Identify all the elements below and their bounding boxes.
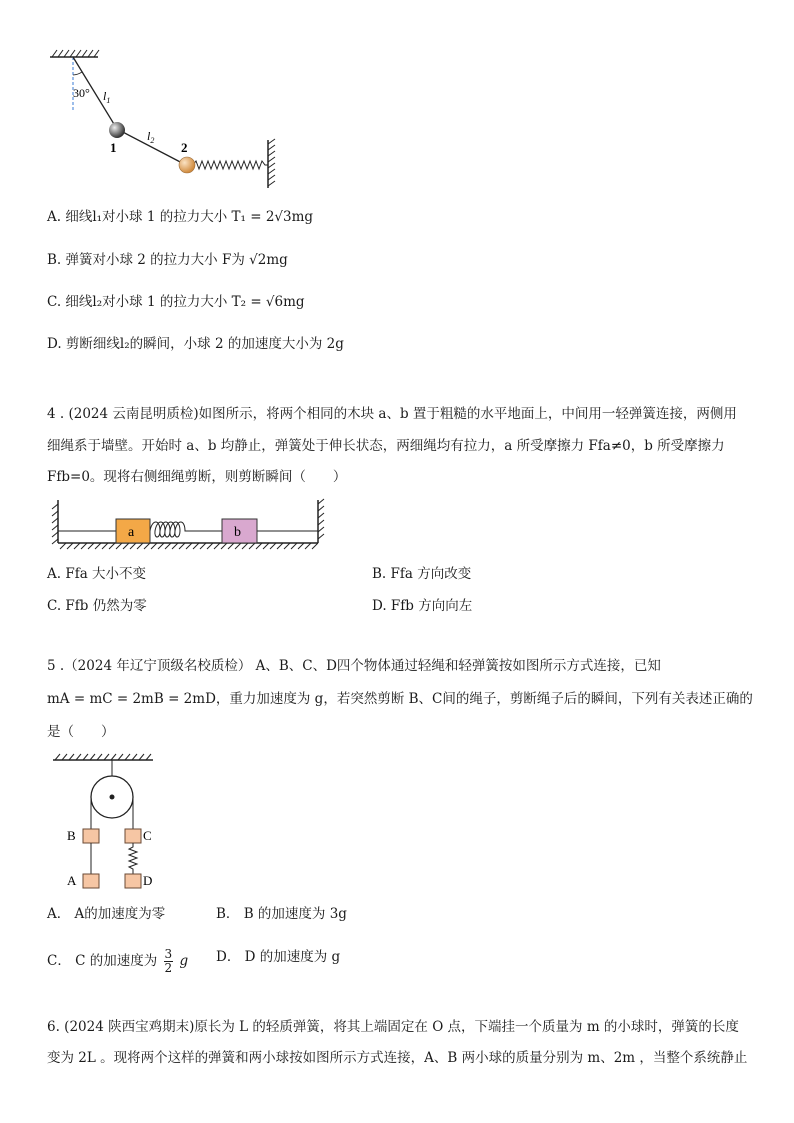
q4-option-d: D. Ffb 方向向左	[372, 598, 473, 614]
spring-c-d	[129, 843, 137, 874]
hatch-mark	[305, 543, 311, 549]
hatch-mark	[69, 754, 74, 760]
wall-hatch	[268, 139, 275, 186]
hatch-mark	[158, 543, 164, 549]
hatch-mark	[102, 543, 108, 549]
hatch-mark	[228, 543, 234, 549]
q3-option-c: C. 细线l₂对小球 1 的拉力大小 T₂ = √6mg	[47, 294, 305, 310]
q5-option-c-prefix: C． C 的加速度为	[47, 953, 158, 969]
left-wall-hatch	[52, 504, 58, 544]
hatch-mark	[221, 543, 227, 549]
hatch-mark	[139, 754, 144, 760]
q5-stem-line3: 是（ ）	[47, 724, 115, 740]
q5-option-c-suffix: g	[179, 953, 189, 969]
hatch-mark	[74, 543, 80, 549]
hatch-mark	[123, 543, 129, 549]
ball-1	[109, 122, 125, 138]
q6-stem-line1: 6. (2024 陕西宝鸡期末)原长为 L 的轻质弹簧，将其上端固定在 O 点，下端挂一个质量为 m 的小球时，弹簧的长度	[47, 1019, 739, 1035]
q3-option-d: D. 剪断细线l₂的瞬间，小球 2 的加速度大小为 2g	[47, 336, 344, 352]
q4-option-b: B. Ffa 方向改变	[372, 566, 472, 582]
hatch-mark	[76, 754, 81, 760]
hatch-mark	[200, 543, 206, 549]
hatch-mark	[214, 543, 220, 549]
hatch-mark	[116, 543, 122, 549]
hatch-mark	[312, 543, 318, 549]
hatch-mark	[179, 543, 185, 549]
hatch-mark	[242, 543, 248, 549]
q4-stem-line1: 4 . (2024 云南昆明质检)如图所示，将两个相同的木块 a、b 置于粗糙的水平地面上，中间用一轻弹簧连接，两侧用	[47, 406, 737, 422]
blocks-spring-figure	[50, 498, 325, 553]
angle-arc	[73, 72, 82, 75]
q5-option-c-denominator: 2	[164, 961, 173, 975]
q4-option-c: C. Ffb 仍然为零	[47, 598, 147, 614]
hatch-mark	[104, 754, 109, 760]
ceiling-hatch	[55, 754, 151, 760]
hatch-mark	[67, 543, 73, 549]
hatch-mark	[193, 543, 199, 549]
q5-option-c-fraction	[164, 948, 174, 975]
block-a-label: a	[128, 525, 135, 540]
hatch-mark	[298, 543, 304, 549]
hatch-mark	[146, 754, 151, 760]
label-b: B	[67, 828, 76, 843]
hatch-mark	[207, 543, 213, 549]
ball-1-label: 1	[110, 140, 117, 155]
hatch-mark	[235, 543, 241, 549]
floor-hatch	[60, 543, 318, 549]
l2-label: $l_2$	[147, 129, 155, 145]
string-l2	[117, 129, 186, 165]
label-d: D	[143, 873, 153, 888]
label-c: C	[143, 828, 152, 843]
q4-option-a: A. Ffa 大小不变	[47, 566, 147, 582]
block-d	[125, 874, 141, 888]
hatch-mark	[137, 543, 143, 549]
q5-option-c-numerator: 3	[164, 947, 173, 961]
q3-option-b: B. 弹簧对小球 2 的拉力大小 F为 √2mg	[47, 252, 288, 268]
hatch-mark	[144, 543, 150, 549]
hatch-mark	[62, 754, 67, 760]
pulley-figure	[45, 750, 165, 895]
hatch-mark	[109, 543, 115, 549]
ball-2	[179, 157, 195, 173]
block-b-label: b	[234, 525, 241, 540]
hatch-mark	[88, 543, 94, 549]
hatch-mark	[130, 543, 136, 549]
hatch-mark	[291, 543, 297, 549]
coil-spring	[150, 522, 222, 537]
hatch-mark	[256, 543, 262, 549]
ceiling-hatch	[52, 50, 99, 57]
angle-label: 30°	[73, 86, 90, 100]
hatch-mark	[60, 543, 66, 549]
q3-option-a: A. 细线l₁对小球 1 的拉力大小 T₁ = 2√3mg	[47, 209, 314, 225]
q5-option-d: D． D 的加速度为 g	[216, 949, 341, 965]
q4-stem-line2: 细绳系于墙壁。开始时 a、b 均静止，弹簧处于伸长状态，两细绳均有拉力，a 所受摩擦力 Ffa≠0，b 所受摩擦力	[47, 438, 725, 454]
hatch-mark	[270, 543, 276, 549]
q5-option-c	[47, 948, 188, 975]
q5-option-b: B． B 的加速度为 3g	[216, 906, 347, 922]
q6-stem-line2: 变为 2L 。现将两个这样的弹簧和两小球按如图所示方式连接，A、B 两小球的质量分别为 m、2m ，当整个系统静止	[47, 1050, 748, 1066]
hatch-mark	[284, 543, 290, 549]
hatch-mark	[83, 754, 88, 760]
q5-stem-line1: 5 .（2024 年辽宁顶级名校质检） A、B、C、D四个物体通过轻绳和轻弹簧按如图所示方式连接，已知	[47, 658, 661, 674]
hatch-mark	[55, 754, 60, 760]
hatch-mark	[125, 754, 130, 760]
q5-option-a: A． A的加速度为零	[47, 906, 166, 922]
spring	[193, 161, 268, 169]
pendulum-spring-figure	[40, 45, 290, 195]
q4-stem-line3: Ffb=0。现将右侧细绳剪断，则剪断瞬间（ ）	[47, 469, 347, 485]
right-wall-hatch	[318, 499, 324, 539]
ball-2-label: 2	[181, 140, 188, 155]
hatch-mark	[165, 543, 171, 549]
hatch-mark	[277, 543, 283, 549]
hatch-mark	[81, 543, 87, 549]
block-c	[125, 829, 141, 843]
q5-stem-line2: mA = mC = 2mB = 2mD，重力加速度为 g，若突然剪断 B、C间的绳子，剪断绳子后的瞬间，下列有关表述正确的	[47, 691, 753, 707]
l1-label: $l_1$	[103, 89, 111, 105]
hatch-mark	[249, 543, 255, 549]
block-b	[83, 829, 99, 843]
hatch-mark	[111, 754, 116, 760]
hatch-mark	[186, 543, 192, 549]
label-a: A	[67, 873, 77, 888]
hatch-mark	[97, 754, 102, 760]
hatch-mark	[132, 754, 137, 760]
hatch-mark	[151, 543, 157, 549]
hatch-mark	[263, 543, 269, 549]
pulley-axle	[110, 795, 115, 800]
block-a	[83, 874, 99, 888]
hatch-mark	[118, 754, 123, 760]
hatch-mark	[90, 754, 95, 760]
hatch-mark	[172, 543, 178, 549]
hatch-mark	[95, 543, 101, 549]
